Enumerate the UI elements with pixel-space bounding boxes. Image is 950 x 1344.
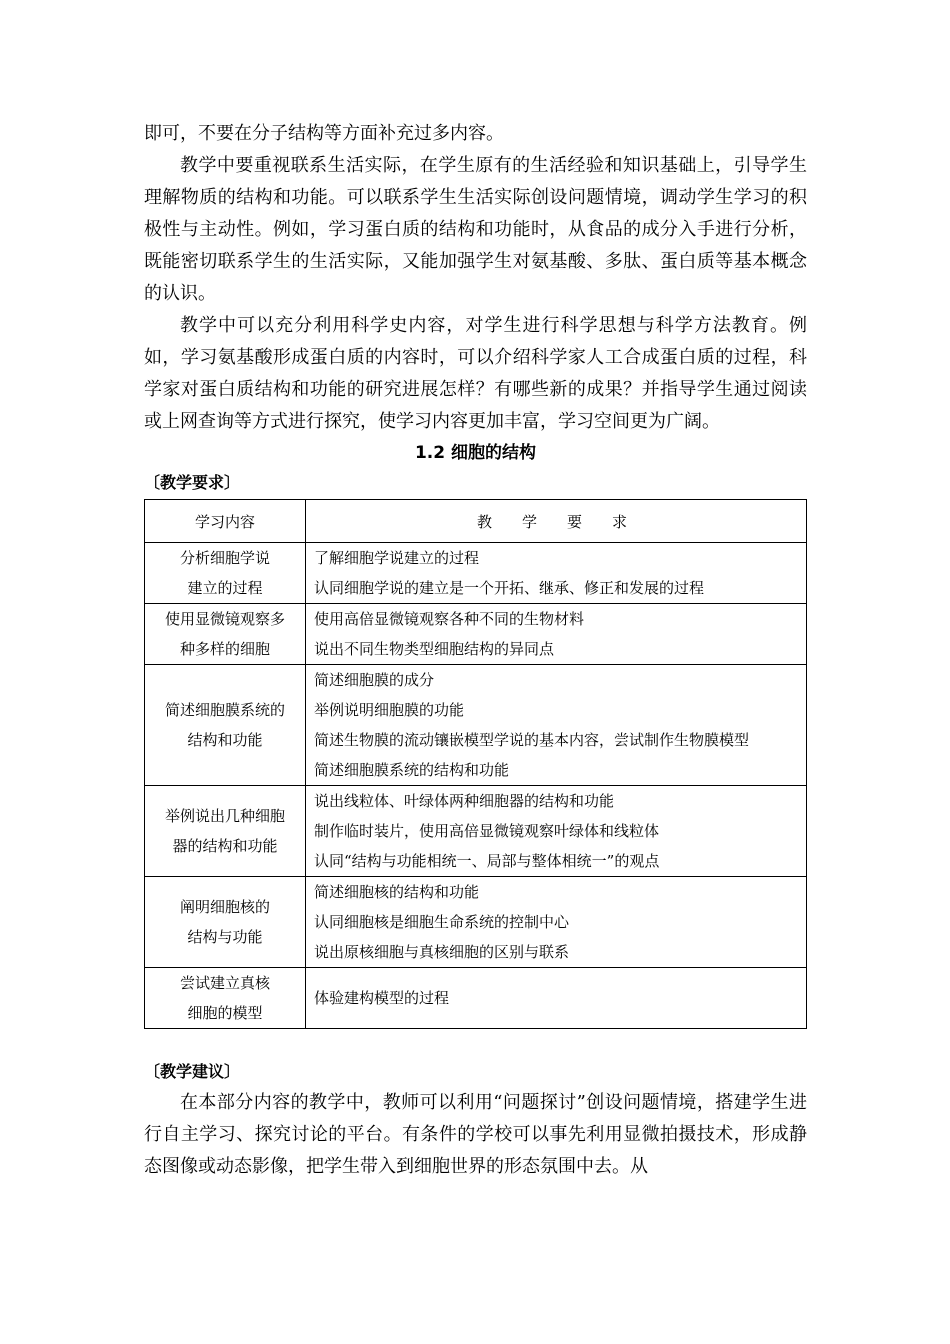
topic-line: 阐明细胞核的: [179, 898, 270, 916]
requirement-item: 说出原核细胞与真核细胞的区别与联系: [314, 943, 570, 961]
table-row: [145, 968, 807, 1029]
table-row: [145, 877, 807, 968]
intro-paragraph-3: 教学中可以充分利用科学史内容，对学生进行科学思想与科学方法教育。例如，学习氨基酸形成蛋白质的内容时，可以介绍科学家人工合成蛋白质的过程，科学家对蛋白质结构和功能的研究进展怎样？有哪些新的成果？并指导学生通过阅读或上网查询等方式进行探究，使学习内容更加丰富，学习空间更为广阔。: [144, 315, 807, 432]
requirement-item: 简述细胞核的结构和功能: [314, 883, 480, 901]
requirement-item: 体验建构模型的过程: [314, 989, 450, 1007]
requirements-cell: [306, 877, 807, 968]
column-header-requirements: 教学要求: [306, 500, 807, 543]
intro-paragraph-2: 教学中要重视联系生活实际，在学生原有的生活经验和知识基础上，引导学生理解物质的结构和功能。可以联系学生生活实际创设问题情境，调动学生学习的积极性与主动性。例如，学习蛋白质的结构和功能时，从食品的成分入手进行分析，既能密切联系学生的生活实际，又能加强学生对氨基酸、多肽、蛋白质等基本概念的认识。: [144, 155, 807, 304]
requirements-table: [144, 499, 807, 1029]
requirement-item: 认同细胞核是细胞生命系统的控制中心: [314, 913, 570, 931]
requirement-item: 认同细胞学说的建立是一个开拓、继承、修正和发展的过程: [314, 579, 705, 597]
requirements-cell: [306, 968, 807, 1029]
topic-cell: [145, 877, 306, 968]
table-row: [145, 543, 807, 604]
requirement-item: 简述细胞膜系统的结构和功能: [314, 761, 510, 779]
requirement-item: 举例说明细胞膜的功能: [314, 701, 465, 719]
document-page: [144, 118, 807, 1183]
table-row: [145, 604, 807, 665]
requirement-item: 简述生物膜的流动镶嵌模型学说的基本内容，尝试制作生物膜模型: [314, 731, 750, 749]
topic-line: 结构和功能: [187, 731, 263, 749]
requirement-item: 说出不同生物类型细胞结构的异同点: [314, 640, 555, 658]
requirement-item: 简述细胞膜的成分: [314, 671, 435, 689]
requirement-item: 说出线粒体、叶绿体两种细胞器的结构和功能: [314, 792, 615, 810]
suggestions-heading: 〔教学建议〕: [144, 1062, 241, 1081]
topic-line: 分析细胞学说: [179, 549, 270, 567]
requirements-cell: [306, 786, 807, 877]
topic-cell: [145, 665, 306, 786]
topic-cell: [145, 968, 306, 1029]
topic-line: 细胞的模型: [187, 1004, 263, 1022]
table-row: [145, 786, 807, 877]
requirement-item: 认同“结构与功能相统一、局部与整体相统一”的观点: [314, 852, 660, 870]
requirement-item: 使用高倍显微镜观察各种不同的生物材料: [314, 610, 585, 628]
topic-cell: [145, 786, 306, 877]
requirements-cell: [306, 543, 807, 604]
topic-line: 结构与功能: [187, 928, 263, 946]
table-header-row: [145, 500, 807, 543]
topic-line: 举例说出几种细胞: [164, 807, 285, 825]
topic-line: 简述细胞膜系统的: [164, 701, 285, 719]
topic-line: 器的结构和功能: [172, 837, 278, 855]
table-row: [145, 665, 807, 786]
section-title: 1.2 细胞的结构: [414, 443, 537, 463]
suggestions-paragraph: 在本部分内容的教学中，教师可以利用“问题探讨”创设问题情境，搭建学生进行自主学习、探究讨论的平台。有条件的学校可以事先利用显微拍摄技术，形成静态图像或动态影像，把学生带入到细胞世界的形态氛围中去。从: [144, 1092, 807, 1177]
column-header-content: 学习内容: [145, 500, 306, 543]
requirement-item: 了解细胞学说建立的过程: [314, 549, 480, 567]
topic-cell: [145, 543, 306, 604]
intro-paragraph-1: 即可，不要在分子结构等方面补充过多内容。: [144, 123, 504, 144]
requirement-item: 制作临时装片，使用高倍显微镜观察叶绿体和线粒体: [314, 822, 660, 840]
requirements-cell: [306, 604, 807, 665]
topic-cell: [145, 604, 306, 665]
requirements-cell: [306, 665, 807, 786]
topic-line: 种多样的细胞: [179, 640, 270, 658]
topic-line: 尝试建立真核: [179, 974, 270, 992]
requirements-heading: 〔教学要求〕: [144, 473, 241, 492]
topic-line: 使用显微镜观察多: [164, 610, 285, 628]
topic-line: 建立的过程: [187, 579, 263, 597]
